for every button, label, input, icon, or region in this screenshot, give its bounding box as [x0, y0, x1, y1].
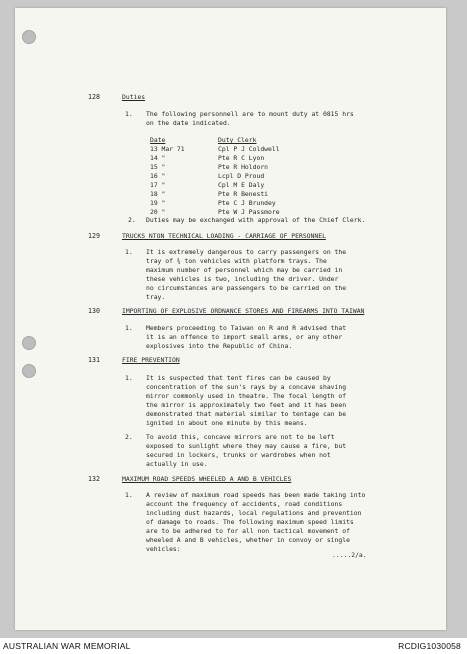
table-cell-clerk: Pte R Holdorn: [218, 163, 269, 171]
item-text: on the date indicated.: [146, 119, 231, 127]
item-text: Duties may be exchanged with approval of the Chief Clerk.: [146, 216, 366, 224]
section-number: 130: [88, 307, 100, 315]
section-number: 129: [88, 232, 100, 240]
table-cell-clerk: Pte R C Lyon: [218, 154, 265, 162]
item-text: these vehicles is two, including the driver. Under: [146, 275, 339, 283]
item-text: tray.: [146, 293, 166, 301]
item-text: no circumstances are passengers to be carried on the: [146, 284, 347, 292]
item-number: 1.: [125, 491, 133, 499]
table-cell-date: 20 ": [150, 208, 166, 216]
table-cell-date: 14 ": [150, 154, 166, 162]
item-text: It is extremely dangerous to carry passengers on the: [146, 248, 347, 256]
footer-record-id: RCDIG1030058: [398, 641, 461, 651]
item-text: it is an offence to import small arms, or any other: [146, 333, 343, 341]
item-text: tray of ¾ ton vehicles with platform trays. The: [146, 257, 327, 265]
table-cell-date: 17 ": [150, 181, 166, 189]
item-text: concentration of the sun's rays by a concave shaving: [146, 383, 347, 391]
footer-institution: AUSTRALIAN WAR MEMORIAL: [3, 641, 131, 651]
item-text: vehicles:: [146, 545, 181, 553]
item-text: demonstrated that material similar to tentage can be: [146, 410, 347, 418]
table-cell-clerk: Pte R Benesti: [218, 190, 269, 198]
table-cell-clerk: Cpl P J Coldwell: [218, 145, 280, 153]
item-number: 1.: [125, 374, 133, 382]
item-text: of damage to roads. The following maximum speed limits: [146, 518, 354, 526]
item-number: 2.: [125, 433, 133, 441]
item-text: mirror commonly used in theatre. The focal length of: [146, 392, 347, 400]
archive-footer: [0, 638, 467, 654]
table-cell-clerk: Lcpl D Proud: [218, 172, 265, 180]
section-heading: MAXIMUM ROAD SPEEDS WHEELED A AND B VEHICLES: [122, 475, 292, 483]
table-cell-date: 19 ": [150, 199, 166, 207]
item-number: 2.: [128, 216, 136, 224]
table-cell-clerk: Cpl M E Daly: [218, 181, 265, 189]
punch-hole: [22, 364, 36, 378]
item-text: actually in use.: [146, 460, 208, 468]
table-cell-date: 18 ": [150, 190, 166, 198]
item-number: 1.: [125, 324, 133, 332]
punch-hole: [22, 336, 36, 350]
table-cell-clerk: Pte W J Passmore: [218, 208, 280, 216]
item-text: wheeled A and B vehicles, whether in convoy or single: [146, 536, 350, 544]
item-text: secured in lockers, trunks or wardrobes when not: [146, 451, 331, 459]
item-text: To avoid this, concave mirrors are not to be left: [146, 433, 335, 441]
section-number: 128: [88, 93, 100, 101]
item-number: 1.: [125, 248, 133, 256]
item-text: including dust hazards, local regulations and prevention: [146, 509, 362, 517]
section-heading: FIRE PREVENTION: [122, 356, 180, 364]
item-text: exposed to sunlight where they may cause a fire, but: [146, 442, 347, 450]
section-heading: Duties: [122, 93, 146, 101]
section-heading: IMPORTING OF EXPLOSIVE ORDNANCE STORES AND FIREARMS INTO TAIWAN: [122, 307, 365, 315]
table-cell-date: 16 ": [150, 172, 166, 180]
item-text: It is suspected that tent fires can be caused by: [146, 374, 331, 382]
item-text: account the frequency of accidents, road conditions: [146, 500, 343, 508]
table-header-clerk: Duty Clerk: [218, 136, 257, 144]
item-number: 1.: [125, 110, 133, 118]
item-text: The following personnell are to mount duty at 0815 hrs: [146, 110, 354, 118]
punch-hole: [22, 30, 36, 44]
table-cell-clerk: Pte C J Brundey: [218, 199, 276, 207]
continuation-marker: .....2/a.: [332, 551, 367, 559]
table-cell-date: 15 ": [150, 163, 166, 171]
item-text: the mirror is approximately two feet and it has been: [146, 401, 347, 409]
item-text: maximum number of personnel which may be carried in: [146, 266, 343, 274]
table-cell-date: 13 Mar 71: [150, 145, 185, 153]
item-text: ignited in about one minute by this means.: [146, 419, 308, 427]
table-header-date: Date: [150, 136, 166, 144]
item-text: A review of maximum road speeds has been made taking into: [146, 491, 366, 499]
item-text: are to be adhered to for all non tactical movement of: [146, 527, 350, 535]
section-number: 132: [88, 475, 100, 483]
item-text: explosives into the Republic of China.: [146, 342, 293, 350]
item-text: Members proceeding to Taiwan on R and R advised that: [146, 324, 347, 332]
section-number: 131: [88, 356, 100, 364]
section-heading: TRUCKS NTON TECHNICAL LOADING - CARRIAGE OF PERSONNEL: [122, 232, 326, 240]
